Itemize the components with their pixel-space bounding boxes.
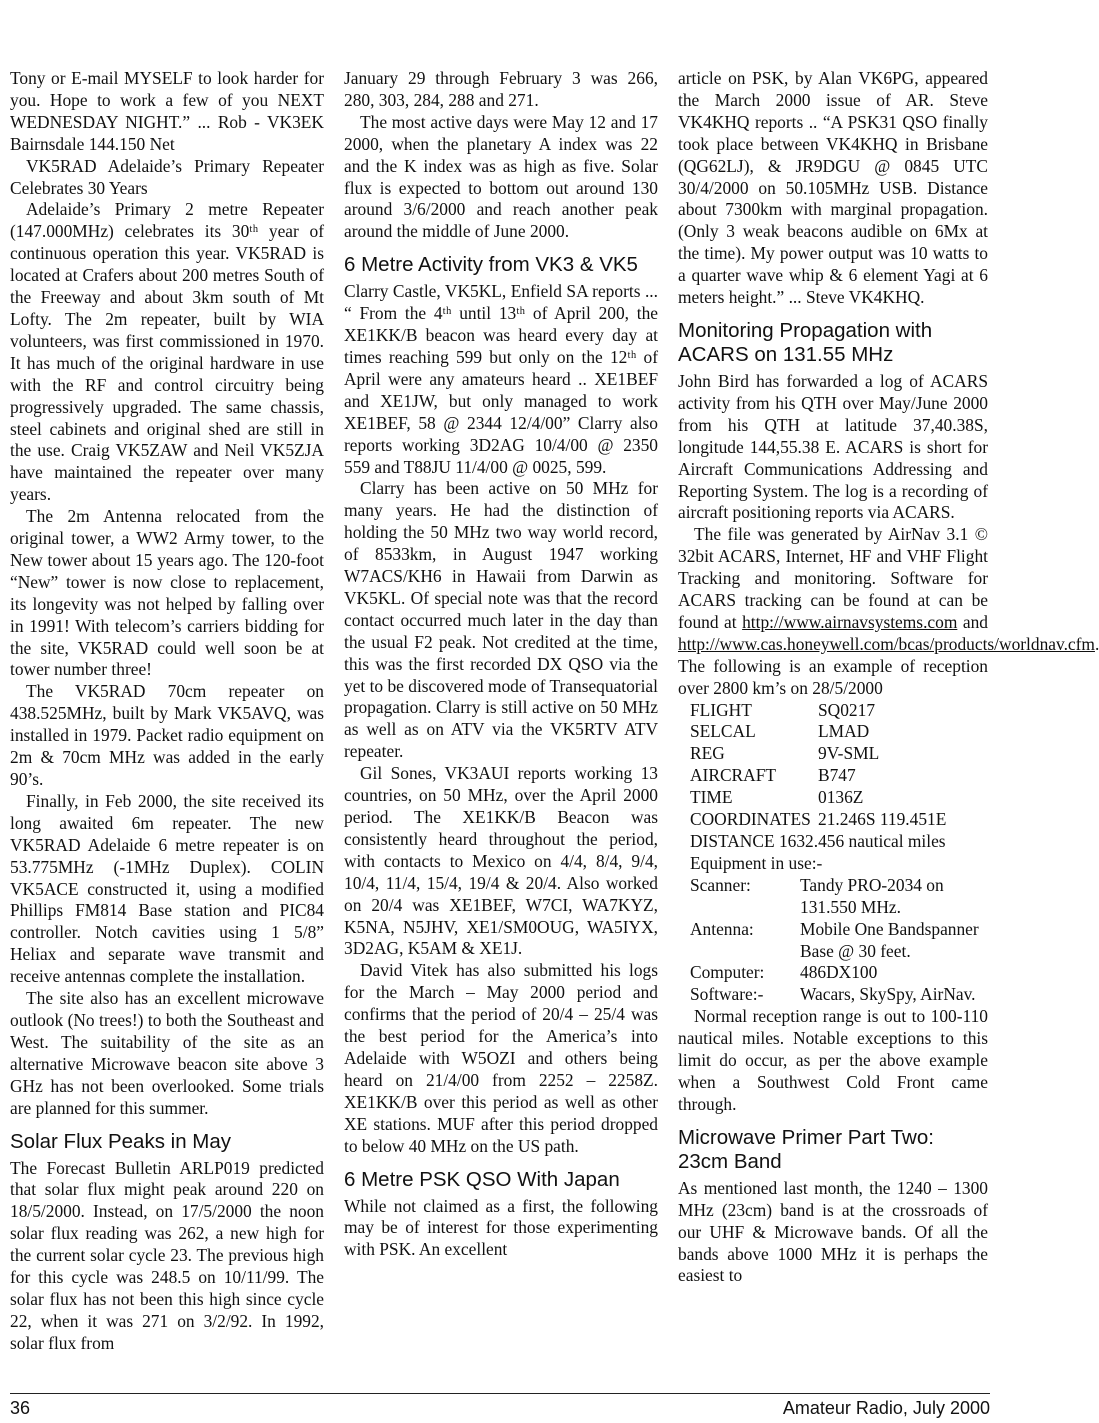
paragraph: January 29 through February 3 was 266, 280, 303, 284, 288 and 271.	[344, 68, 658, 110]
issue-title: Amateur Radio, July 2000	[782, 1398, 990, 1418]
equipment-value: Mobile One Bandspanner Base @ 30 feet.	[800, 918, 979, 961]
equipment-key: Software:-	[690, 984, 764, 1005]
column-3	[678, 68, 1099, 1287]
equipment-row	[678, 919, 988, 963]
heading-acars: Monitoring Propagation with ACARS on 131.55 MHz	[678, 318, 933, 366]
log-row	[678, 765, 988, 787]
log-value: 21.246S 119.451E	[818, 809, 947, 830]
link-honeywell[interactable]: http://www.cas.honeywell.com/bcas/products/worldnav.cfm	[678, 633, 1095, 654]
log-value: 0136Z	[818, 787, 864, 808]
log-value: SQ0217	[818, 699, 876, 720]
log-value: 9V-SML	[818, 743, 880, 764]
paragraph: As mentioned last month, the 1240 – 1300 MHz (23cm) band is at the crossroads of our UHF & Microwave bands. Of all the bands above 1000 MHz it is perhaps the easiest to	[678, 1177, 988, 1286]
equipment-label: Equipment in use:-	[690, 852, 823, 873]
heading-psk-qso: 6 Metre PSK QSO With Japan	[344, 1167, 620, 1191]
log-key: AIRCRAFT	[690, 765, 777, 786]
log-row	[678, 743, 988, 765]
paragraph: Gil Sones, VK3AUI reports working 13 countries, on 50 MHz, over the April 2000 period. The XE1KK/B Beacon was consistently heard throughout the period, with contacts to Mexico on 4/4, 8/4, 9/4, 10/4, 11/4, 15/4, 19/4 & 20/4. Also worked on 20/4 was XE1BEF, W7CI, WA7KYZ, K5NA, N5JHV, XE1/SM0OUG, WA5IYX, 3D2AG, K5AM & XE1J.	[344, 763, 658, 959]
conjunction: and	[962, 611, 988, 632]
equipment-key: Scanner:	[690, 874, 751, 895]
heading-6m-activity: 6 Metre Activity from VK3 & VK5	[344, 253, 638, 277]
equipment-key: Computer:	[690, 962, 765, 983]
equipment-list	[678, 875, 988, 1006]
paragraph: David Vitek has also submitted his logs for the March – May 2000 period and confirms that the period of 20/4 – 25/4 was the best period for the America’s into Adelaide with W5OZI and others being heard on 21/4/00 from 2252 – 2258Z. XE1KK/B over this period as well as other XE stations. MUF after this period dropped to below 40 MHz on the US path.	[344, 960, 658, 1156]
paragraph: Adelaide’s Primary 2 metre Repeater (147.000MHz) celebrates its 30ᵗʰ year of continuous operation this year. VK5RAD is located at Crafers about 200 metres South of the Freeway and about 3km south of Mt Lofty. The 2m repeater, built by WIA volunteers, was first commissioned in 1970. It has much of the original hardware in use with the RF and control circuitry being progressively upgraded. The same chassis, steel cabinets and original shed are still in the use. Craig VK5ZAW and Neil VK5ZJA have maintained the repeater over many years.	[10, 199, 324, 505]
paragraph: The following is an example of reception over 2800 km’s on 28/5/2000	[678, 655, 988, 698]
paragraph: Normal reception range is out to 100-110 nautical miles. Notable exceptions to this limit do occur, as per the above example when a Southwest Cold Front came through.	[678, 1006, 988, 1114]
paragraph: Finally, in Feb 2000, the site received its long awaited 6m repeater. The new VK5RAD Adelaide 6 metre repeater is on 53.775MHz (-1MHz Duplex). COLIN VK5ACE constructed it, using a modified Phillips FM814 Base station and PIC84 controller. Notch cavities using 1 5/8” Heliax and separate wave transmit and receive antennas complete the installation.	[10, 790, 324, 987]
log-value: LMAD	[818, 721, 870, 742]
acars-log	[678, 700, 988, 831]
paragraph: The Forecast Bulletin ARLP019 predicted that solar flux might peak around 220 on 18/5/2000. Instead, on 17/5/2000 the noon solar flux reading was 262, a new high for the current solar cycle 23. The previous high for this cycle was 248.5 on 10/11/99. The solar flux has not been this high since cycle 22, when it was 271 on 3/2/92. In 1992, solar flux from	[10, 1157, 324, 1353]
paragraph: The VK5RAD 70cm repeater on 438.525MHz, built by Mark VK5AVQ, was installed in 1979. Packet radio equipment on 2m & 70cm MHz was added in the early 90’s.	[10, 681, 324, 789]
equipment-value: Tandy PRO-2034 on 131.550 MHz.	[800, 874, 944, 917]
log-distance: DISTANCE 1632.456 nautical miles	[690, 831, 946, 851]
log-key: SELCAL	[690, 721, 756, 742]
paragraph	[678, 524, 1099, 655]
equipment-row	[678, 962, 988, 984]
column-1	[10, 68, 324, 1355]
paragraph-text: The file was generated by AirNav 3.1 © 32bit ACARS, Internet, HF and VHF Flight Tracking and monitoring. Software for ACARS tracking can be found at can be found at	[678, 524, 988, 632]
log-key: REG	[690, 743, 725, 764]
paragraph: The site also has an excellent microwave outlook (No trees!) to both the Southeast and West. The suitability of the site as an alternative Microwave beacon site above 3 GHz has not been overlooked. Some trials are planned for this summer.	[10, 988, 324, 1118]
paragraph: Clarry has been active on 50 MHz for many years. He had the distinction of holding the 50 MHz two way world record, of 8533km, in August 1947 working W7ACS/KH6 in Hawaii from Darwin as VK5KL. Of special note was that the record contact occurred much later in the day than the usual F2 peak. Not credited at the time, this was the first recorded DX QSO via the yet to be discovered mode of Transequatorial propagation. Clarry is still active on 50 MHz as well as on ATV via the VK5RTV ATV repeater.	[344, 478, 658, 762]
paragraph: The most active days were May 12 and 17 2000, when the planetary A index was 22 and the K index was as high as five. Solar flux is expected to bottom out around 130 around 3/6/2000 and reach another peak around the middle of June 2000.	[344, 111, 658, 242]
log-key: TIME	[690, 787, 733, 808]
heading-solar-flux: Solar Flux Peaks in May	[10, 1129, 232, 1153]
paragraph: The 2m Antenna relocated from the original tower, a WW2 Army tower, to the New tower about 15 years ago. The 120-foot “New” tower is now close to replacement, its longevity was not helped by falling over in 1991! With telecom’s carriers bidding for the site, VK5RAD could well soon be at tower number three!	[10, 506, 324, 680]
log-row	[678, 809, 988, 831]
paragraph: Clarry Castle, VK5KL, Enfield SA reports ... “ From the 4ᵗʰ until 13ᵗʰ of April 200, the XE1KK/B beacon was heard every day at times reaching 599 but only on the 12ᵗʰ of April were any amateurs heard .. XE1BEF and XE1JW, but only managed to work XE1BEF, 58 @ 2344 12/4/00” Clarry also reports working 3D2AG 10/4/00 @ 2350 559 and T88JU 11/4/00 @ 0025, 599.	[344, 281, 658, 477]
log-key: COORDINATES	[690, 809, 811, 830]
log-row	[678, 787, 988, 809]
paragraph: Tony or E-mail MYSELF to look harder for you. Hope to work a few of you NEXT WEDNESDAY NIGHT.” ... Rob - VK3EK Bairnsdale 144.150 Net	[10, 68, 324, 154]
equipment-value: 486DX100	[800, 962, 878, 983]
link-airnav[interactable]: http://www.airnavsystems.com	[742, 611, 958, 632]
period: .	[1094, 633, 1099, 654]
paragraph: article on PSK, by Alan VK6PG, appeared the March 2000 issue of AR. Steve VK4KHQ reports .. “A PSK31 QSO finally took place between VK4KHQ in Brisbane (QG62LJ), & JR9DGU @ 0845 UTC 30/4/2000 on 50.105MHz USB. Distance about 7300km with marginal propagation. (Only 3 weak beacons audible on 6Mx at the time). My power output was 10 watts to a quarter wave whip & 6 element Yagi at 6 meters height.” ... Steve VK4KHQ.	[678, 68, 988, 308]
log-value: B747	[818, 765, 856, 786]
paragraph: John Bird has forwarded a log of ACARS activity from his QTH over May/June 2000 from his QTH at latitude 37,40.38S, longitude 144,55.38 E. ACARS is short for Aircraft Communications Addressing and Reporting System. The log is a recording of aircraft positioning reports via ACARS.	[678, 370, 988, 523]
heading-microwave-primer: Microwave Primer Part Two: 23cm Band	[678, 1125, 934, 1173]
log-key: FLIGHT	[690, 699, 752, 720]
page-number: 36	[10, 1398, 31, 1418]
equipment-key: Antenna:	[690, 918, 754, 939]
paragraph: While not claimed as a first, the following may be of interest for those experimenting with PSK. An excellent	[344, 1195, 658, 1260]
equipment-value: Wacars, SkySpy, AirNav.	[800, 984, 976, 1005]
equipment-row	[678, 984, 988, 1006]
footer-rule	[10, 1393, 990, 1394]
log-row	[678, 700, 988, 722]
equipment-row	[678, 875, 988, 919]
column-2	[344, 68, 658, 1261]
paragraph: VK5RAD Adelaide’s Primary Repeater Celebrates 30 Years	[10, 155, 324, 198]
log-row	[678, 721, 988, 743]
